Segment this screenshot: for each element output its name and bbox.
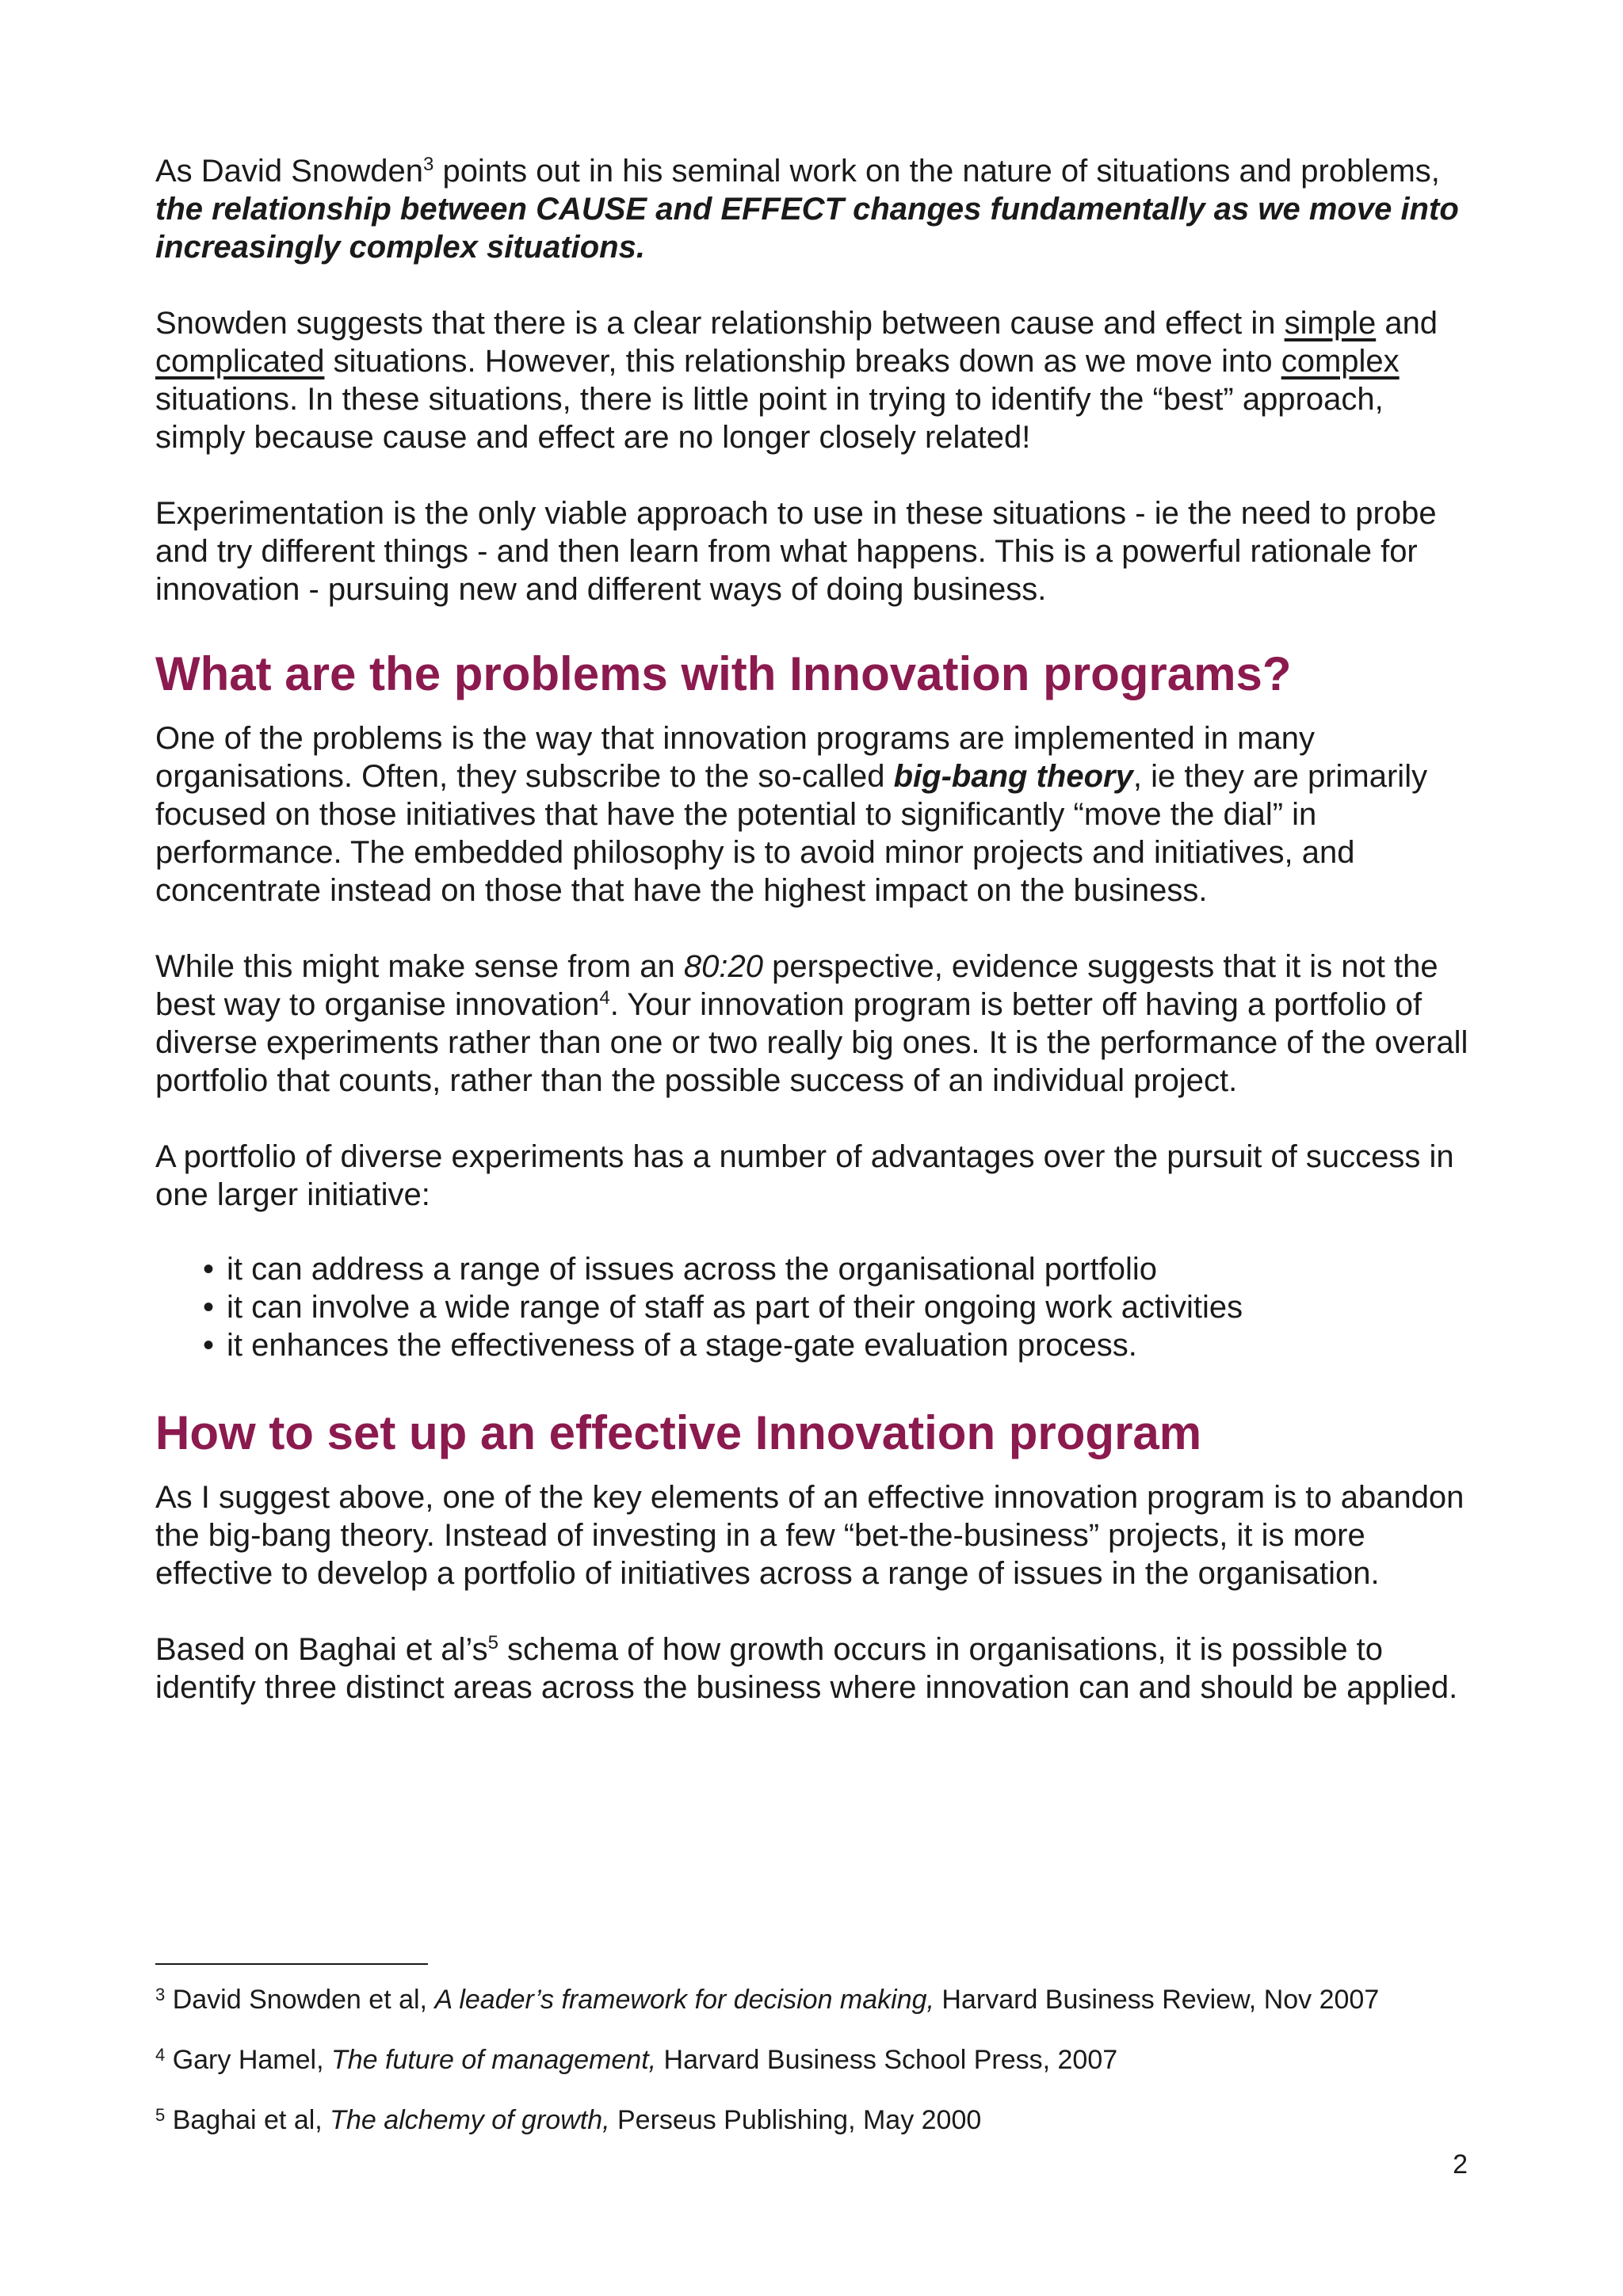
text-run: Snowden suggests that there is a clear relationship between cause and effect in <box>155 306 1285 341</box>
text-run: David Snowden et al, <box>165 1985 435 2015</box>
paragraph-80-20 <box>155 948 1472 1100</box>
paragraph-cause-effect <box>155 304 1472 456</box>
footnote-number: 3 <box>155 1985 166 2004</box>
text-run: situations. However, this relationship breaks down as we move into <box>324 344 1281 379</box>
bullet-icon: • <box>203 1252 215 1287</box>
footnote-ref-5[interactable]: 5 <box>487 1632 498 1653</box>
list-item <box>203 1288 1472 1326</box>
text-run: Baghai et al, <box>165 2105 330 2135</box>
bullet-icon: • <box>203 1328 215 1363</box>
footnote-4 <box>155 2044 1471 2076</box>
text-run: Harvard Business Review, Nov 2007 <box>934 1985 1380 2015</box>
list-item <box>203 1250 1472 1288</box>
text-run: One of the problems is the way that innovation programs are implemented in many organisations. Often, they subscribe to the so-called <box>155 721 1315 794</box>
footnote-3 <box>155 1984 1471 2016</box>
text-run: Based on Baghai et al’s <box>155 1632 488 1667</box>
paragraph-big-bang <box>155 719 1472 910</box>
text-run: perspective, evidence suggests that it is not the best way to organise innovation <box>155 949 1438 1022</box>
heading-setup-innovation: How to set up an effective Innovation program <box>155 1406 1202 1459</box>
list-item-text: it enhances the effectiveness of a stage-gate evaluation process. <box>227 1328 1137 1363</box>
text-run: points out in his seminal work on the nature of situations and problems, <box>433 154 1440 189</box>
paragraph-experimentation: Experimentation is the only viable approach to use in these situations - ie the need to probe and try different things - and then learn from what happens. This is a powerful rationale for innovation - pursuing new and different ways of doing business. <box>155 496 1437 607</box>
emphasis-big-bang-theory: big-bang theory <box>893 759 1133 794</box>
text-run: While this might make sense from an <box>155 949 684 984</box>
paragraph-abandon-big-bang: As I suggest above, one of the key elements of an effective innovation program is to abandon the big-bang theory. Instead of investing in a few “bet-the-business” projects, it is more effective to develop a portfolio of initiatives across a range of issues in the organisation. <box>155 1480 1465 1591</box>
footnote-ref-4[interactable]: 4 <box>599 987 610 1009</box>
page-number: 2 <box>1453 2149 1468 2180</box>
advantages-list <box>155 1250 1472 1364</box>
footnote-number: 4 <box>155 2045 166 2065</box>
link-complex[interactable]: complex <box>1281 344 1400 379</box>
list-item-text: it can involve a wide range of staff as part of their ongoing work activities <box>227 1290 1243 1325</box>
list-item-text: it can address a range of issues across the organisational portfolio <box>227 1252 1158 1287</box>
text-run: schema of how growth occurs in organisations, it is possible to identify three distinct areas across the business where innovation can and should be applied. <box>155 1632 1458 1705</box>
footnote-title: A leader’s framework for decision making, <box>434 1985 934 2015</box>
heading-problems-innovation: What are the problems with Innovation programs? <box>155 647 1292 700</box>
text-run: . Your innovation program is better off having a portfolio of diverse experiments rather than one or two really big ones. It is the performance of the overall portfolio that counts, rather than the possible success of an individual project. <box>155 987 1468 1098</box>
text-run: Perseus Publishing, May 2000 <box>609 2105 982 2135</box>
italic-80-20: 80:20 <box>683 949 764 984</box>
text-run: , ie they are primarily focused on those initiatives that have the potential to significantly “move the dial” in performance. The embedded philosophy is to avoid minor projects and initiatives, and concentrate instead on those that have the highest impact on the business. <box>155 759 1428 908</box>
footnotes <box>155 1984 1471 2164</box>
link-simple[interactable]: simple <box>1284 306 1377 341</box>
footnote-title: The alchemy of growth, <box>330 2105 610 2135</box>
list-item <box>203 1326 1472 1364</box>
emphasis-cause-effect: the relationship between CAUSE and EFFECT changes fundamentally as we move into increasingly complex situations. <box>155 192 1459 265</box>
footnote-number: 5 <box>155 2105 166 2125</box>
paragraph-portfolio-advantages: A portfolio of diverse experiments has a number of advantages over the pursuit of success in one larger initiative: <box>155 1139 1454 1212</box>
footnote-ref-3[interactable]: 3 <box>422 154 434 175</box>
footnote-5 <box>155 2104 1471 2136</box>
paragraph-baghai-schema <box>155 1630 1472 1707</box>
text-run: Gary Hamel, <box>165 2045 331 2075</box>
text-run: Harvard Business School Press, 2007 <box>656 2045 1118 2075</box>
bullet-icon: • <box>203 1290 215 1325</box>
footnote-divider <box>155 1963 428 1965</box>
text-run: As David Snowden <box>155 154 423 189</box>
text-run: situations. In these situations, there is little point in trying to identify the “best” approach, simply because cause and effect are no longer closely related! <box>155 382 1384 455</box>
text-run: and <box>1376 306 1438 341</box>
footnote-title: The future of management, <box>330 2045 657 2075</box>
link-complicated[interactable]: complicated <box>155 344 325 379</box>
paragraph-snowden-intro <box>155 152 1472 266</box>
